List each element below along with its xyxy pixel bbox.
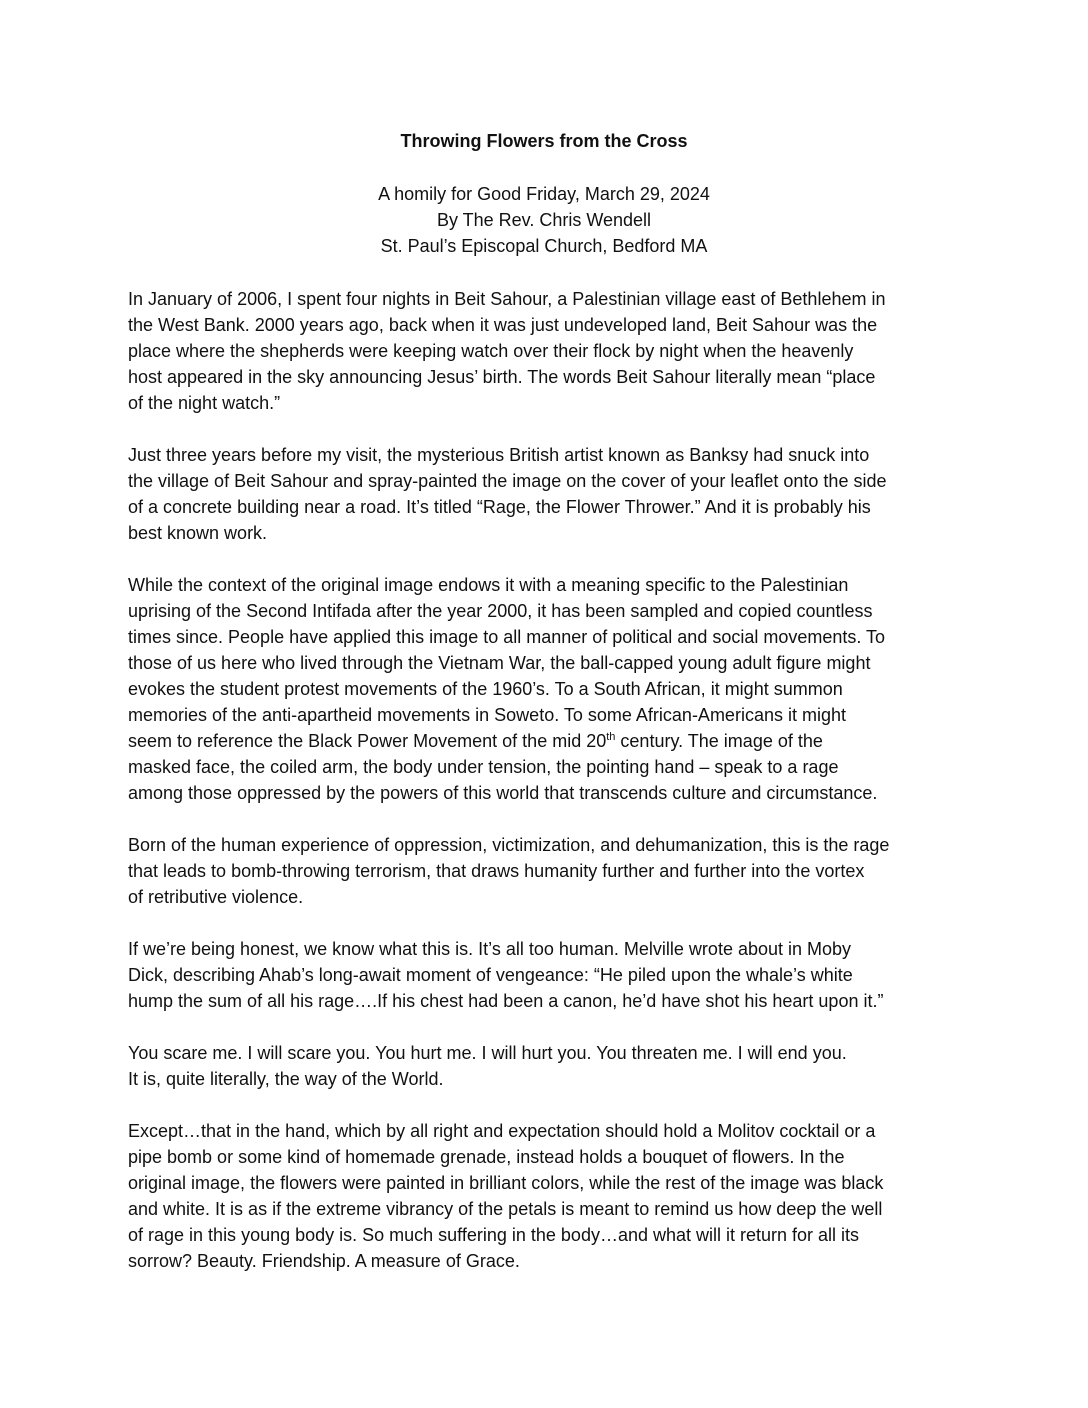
text-line: Dick, describing Ahab’s long-await moment of vengeance: “He piled upon the whale’s white — [128, 965, 853, 985]
subtitle-occasion: A homily for Good Friday, March 29, 2024 — [378, 184, 710, 204]
text-line: times since. People have applied this image to all manner of political and social movements. To — [128, 627, 886, 647]
text-line: among those oppressed by the powers of this world that transcends culture and circumstance. — [128, 783, 878, 803]
text-line: In January of 2006, I spent four nights in Beit Sahour, a Palestinian village east of Bethlehem in — [128, 289, 886, 309]
text-line: original image, the flowers were painted in brilliant colors, while the rest of the image was black — [128, 1173, 884, 1193]
text-line: of retributive violence. — [128, 887, 304, 907]
text-line: the West Bank. 2000 years ago, back when it was just undeveloped land, Beit Sahour was the — [128, 315, 878, 335]
text-line: Born of the human experience of oppression, victimization, and dehumanization, this is the rage — [128, 835, 890, 855]
text-line: memories of the anti-apartheid movements in Soweto. To some African-Americans it might — [128, 705, 846, 725]
subtitle-church: St. Paul’s Episcopal Church, Bedford MA — [380, 236, 708, 256]
paragraph-4 — [128, 832, 970, 910]
paragraph-7 — [128, 1118, 970, 1274]
text-line: uprising of the Second Intifada after the year 2000, it has been sampled and copied countless — [128, 601, 873, 621]
ordinal-superscript: th — [606, 731, 616, 743]
subtitle-author: By The Rev. Chris Wendell — [436, 210, 652, 230]
text-line: Except…that in the hand, which by all right and expectation should hold a Molitov cocktail or a — [128, 1121, 876, 1141]
text-line: of rage in this young body is. So much suffering in the body…and what will it return for all its — [128, 1225, 860, 1245]
text-line: evokes the student protest movements of the 1960’s. To a South African, it might summon — [128, 679, 843, 699]
paragraph-2 — [128, 442, 970, 546]
paragraph-5 — [128, 936, 970, 1014]
text-line: hump the sum of all his rage….If his chest had been a canon, he’d have shot his heart upon it.” — [128, 991, 884, 1011]
text-line: sorrow? Beauty. Friendship. A measure of Grace. — [128, 1251, 520, 1271]
document-body — [128, 286, 970, 1300]
text-line: the village of Beit Sahour and spray-painted the image on the cover of your leaflet onto the side — [128, 471, 887, 491]
paragraph-1 — [128, 286, 970, 416]
text-line: of a concrete building near a road. It’s titled “Rage, the Flower Thrower.” And it is probably his — [128, 497, 871, 517]
text-line: Just three years before my visit, the mysterious British artist known as Banksy had snuck into — [128, 445, 870, 465]
text-line: You scare me. I will scare you. You hurt me. I will hurt you. You threaten me. I will end you. — [128, 1043, 847, 1063]
text-line: those of us here who lived through the Vietnam War, the ball-capped young adult figure might — [128, 653, 871, 673]
text-line-superscript — [128, 728, 970, 754]
text-line: best known work. — [128, 523, 268, 543]
text-line: It is, quite literally, the way of the World. — [128, 1069, 444, 1089]
text-line: of the night watch.” — [128, 393, 281, 413]
text-line: host appeared in the sky announcing Jesus’ birth. The words Beit Sahour literally mean “place — [128, 367, 876, 387]
document-title: Throwing Flowers from the Cross — [400, 131, 688, 151]
text-line: place where the shepherds were keeping watch over their flock by night when the heavenly — [128, 341, 854, 361]
text-line: While the context of the original image endows it with a meaning specific to the Palestinian — [128, 575, 849, 595]
paragraph-6 — [128, 1040, 970, 1092]
text-line: masked face, the coiled arm, the body under tension, the pointing hand – speak to a rage — [128, 757, 839, 777]
text-line: If we’re being honest, we know what this is. It’s all too human. Melville wrote about in Moby — [128, 939, 852, 959]
text-line: that leads to bomb-throwing terrorism, that draws humanity further and further into the vortex — [128, 861, 865, 881]
text-line: and white. It is as if the extreme vibrancy of the petals is meant to remind us how deep the well — [128, 1199, 883, 1219]
text-line: pipe bomb or some kind of homemade grenade, instead holds a bouquet of flowers. In the — [128, 1147, 845, 1167]
text-fragment: century. The image of the — [615, 731, 823, 751]
text-fragment: seem to reference the Black Power Movement of the mid 20 — [128, 731, 607, 751]
paragraph-3 — [128, 572, 970, 806]
